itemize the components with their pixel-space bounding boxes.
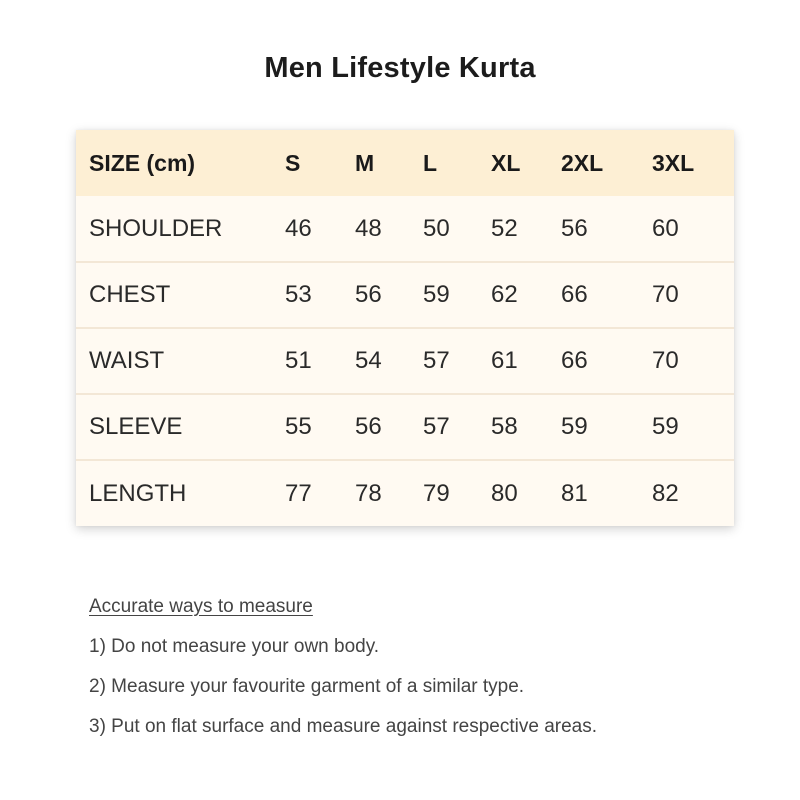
size-chart-card <box>76 130 734 526</box>
size-chart-table <box>76 130 734 526</box>
cell-value: 82 <box>652 479 679 507</box>
cell-value: 56 <box>355 281 382 308</box>
cell-value: 77 <box>285 479 312 507</box>
header-size-l: L <box>423 149 438 176</box>
cell-value: 48 <box>355 214 382 242</box>
cell-value: 52 <box>491 214 518 242</box>
cell-value: 80 <box>491 479 518 507</box>
cell-value: 57 <box>423 413 450 440</box>
table-row <box>76 328 734 394</box>
row-label: WAIST <box>89 347 165 374</box>
table-header-row <box>76 130 734 196</box>
cell-value: 59 <box>561 413 588 440</box>
cell-value: 50 <box>423 214 450 242</box>
table-row <box>76 394 734 460</box>
row-label: CHEST <box>89 281 171 308</box>
cell-value: 66 <box>561 281 588 308</box>
header-size-3xl: 3XL <box>652 149 695 176</box>
instruction-step: 2) Measure your favourite garment of a similar type. <box>89 676 525 697</box>
cell-value: 81 <box>561 479 588 507</box>
row-label: SHOULDER <box>89 214 223 242</box>
cell-value: 46 <box>285 214 312 242</box>
measurement-instructions <box>89 594 769 754</box>
header-size-xl: XL <box>491 149 521 176</box>
table-row <box>76 460 734 526</box>
cell-value: 57 <box>423 347 450 374</box>
cell-value: 59 <box>423 281 450 308</box>
cell-value: 62 <box>491 281 518 308</box>
cell-value: 56 <box>561 214 588 242</box>
row-label: SLEEVE <box>89 413 183 440</box>
cell-value: 51 <box>285 347 312 374</box>
table-row <box>76 196 734 262</box>
cell-value: 56 <box>355 413 382 440</box>
cell-value: 55 <box>285 413 312 440</box>
cell-value: 70 <box>652 347 679 374</box>
page-title: Men Lifestyle Kurta <box>264 52 536 84</box>
cell-value: 54 <box>355 347 382 374</box>
cell-value: 79 <box>423 479 450 507</box>
cell-value: 78 <box>355 479 382 507</box>
instruction-step: 1) Do not measure your own body. <box>89 636 380 657</box>
cell-value: 61 <box>491 347 518 374</box>
cell-value: 59 <box>652 413 679 440</box>
cell-value: 58 <box>491 413 518 440</box>
instructions-heading: Accurate ways to measure <box>89 596 313 617</box>
header-size-s: S <box>285 149 301 176</box>
cell-value: 60 <box>652 214 679 242</box>
header-size-m: M <box>355 149 375 176</box>
row-label: LENGTH <box>89 479 187 507</box>
header-size-2xl: 2XL <box>561 149 604 176</box>
cell-value: 53 <box>285 281 312 308</box>
instruction-step: 3) Put on flat surface and measure against respective areas. <box>89 716 597 737</box>
table-row <box>76 262 734 328</box>
cell-value: 70 <box>652 281 679 308</box>
cell-value: 66 <box>561 347 588 374</box>
header-size-cm: SIZE (cm) <box>89 149 196 176</box>
